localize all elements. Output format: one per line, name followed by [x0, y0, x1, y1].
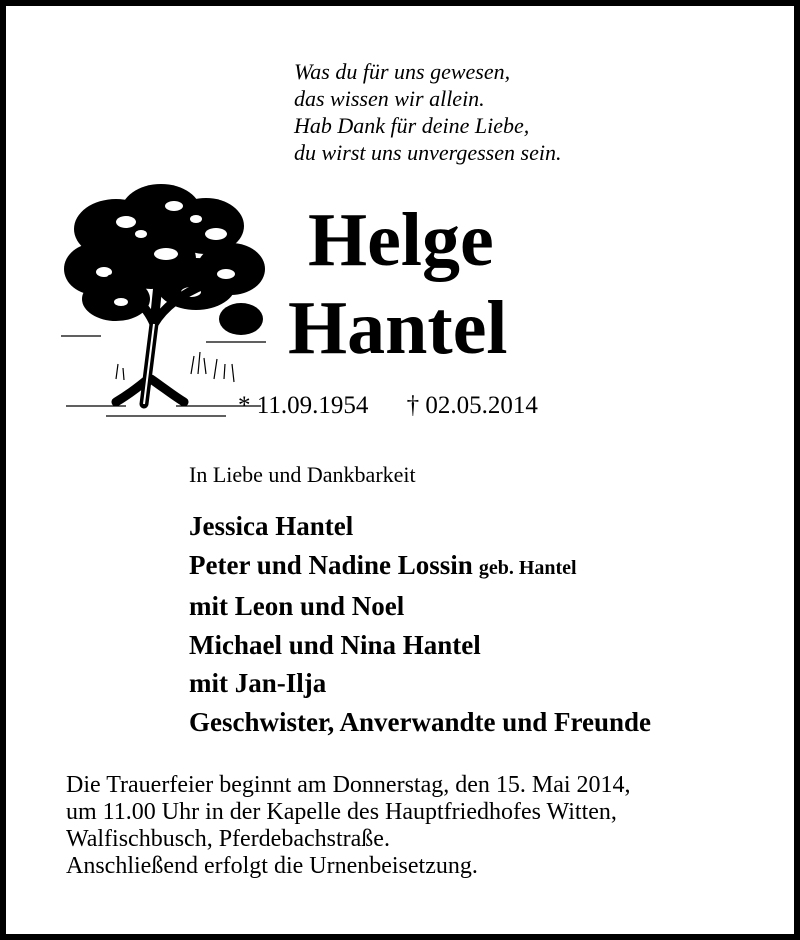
mourner-name: mit Jan-Ilja	[189, 668, 327, 698]
list-item	[189, 507, 651, 546]
service-line: um 11.00 Uhr in der Kapelle des Hauptfriedhofes Witten,	[66, 799, 617, 825]
service-line: Anschließend erfolgt die Urnenbeisetzung.	[66, 853, 478, 879]
funeral-service-info	[66, 772, 631, 880]
last-name: Hantel	[288, 286, 508, 370]
list-item	[189, 664, 651, 703]
poem-line: Was du für uns gewesen,	[294, 59, 511, 84]
service-line: Walfischbusch, Pferdebachstraße.	[66, 826, 390, 852]
mourner-list	[189, 507, 651, 741]
mourner-name: Peter und Nadine Lossin	[189, 549, 473, 580]
mourner-name: Michael und Nina Hantel	[189, 629, 481, 660]
poem-line: du wirst uns unvergessen sein.	[294, 140, 562, 165]
memorial-poem	[294, 58, 561, 166]
service-line: Die Trauerfeier beginnt am Donnerstag, den 15. Mai 2014,	[66, 772, 631, 798]
mourner-name: Geschwister, Anverwandte und Freunde	[189, 706, 652, 737]
mourner-name: mit Leon und Noel	[189, 591, 405, 621]
list-item	[189, 546, 651, 588]
mourner-name: Jessica Hantel	[189, 511, 354, 541]
list-item	[189, 587, 651, 626]
maiden-name-note: geb. Hantel	[478, 556, 577, 579]
death-date: † 02.05.2014	[406, 392, 538, 419]
birth-date: * 11.09.1954	[238, 392, 369, 419]
tree-icon	[56, 174, 276, 424]
intro-line: In Liebe und Dankbarkeit	[189, 462, 416, 487]
first-name: Helge	[308, 198, 494, 282]
life-dates	[238, 392, 538, 420]
list-item	[189, 703, 651, 742]
list-item	[189, 626, 651, 665]
poem-line: das wissen wir allein.	[294, 86, 485, 111]
poem-line: Hab Dank für deine Liebe,	[294, 113, 530, 138]
